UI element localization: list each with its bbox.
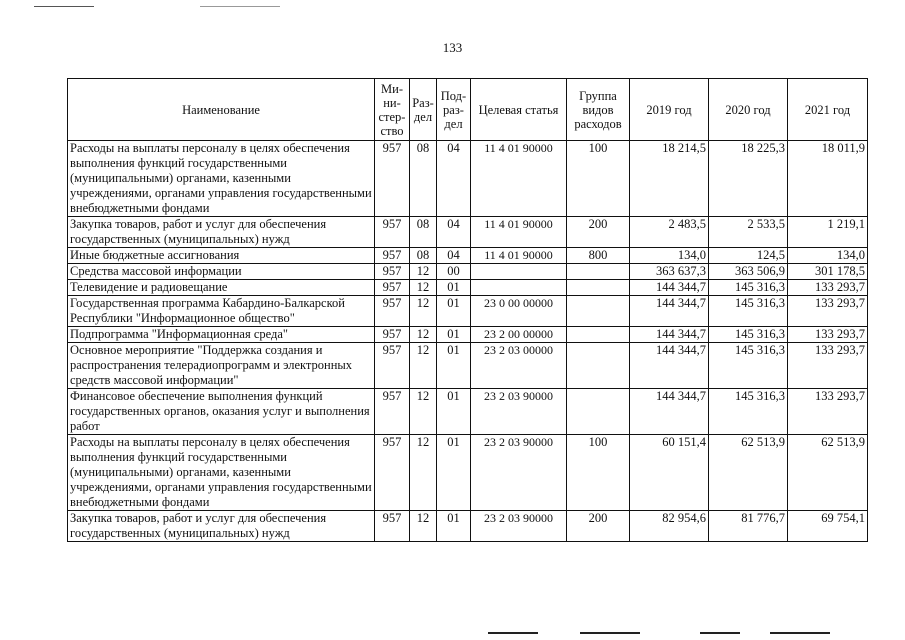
header-ministry: Ми-ни-стер-ство (375, 79, 410, 141)
cell-subsection: 01 (437, 280, 471, 296)
scan-artifact-line (580, 632, 640, 634)
cell-ministry: 957 (375, 389, 410, 435)
cell-2021: 1 219,1 (788, 217, 868, 248)
cell-target: 23 2 03 90000 (471, 435, 567, 511)
table-row (68, 217, 868, 248)
cell-name: Телевидение и радиовещание (68, 280, 375, 296)
cell-group (567, 280, 630, 296)
cell-2021: 134,0 (788, 248, 868, 264)
cell-name: Расходы на выплаты персоналу в целях обеспечения выполнения функций государственными (муниципальными) органами, казенными учреждениями, органами управления государственными внебюджетными фондами (68, 141, 375, 217)
cell-subsection: 00 (437, 264, 471, 280)
cell-2020: 81 776,7 (709, 511, 788, 542)
cell-2021: 62 513,9 (788, 435, 868, 511)
cell-group (567, 343, 630, 389)
cell-ministry: 957 (375, 141, 410, 217)
cell-name: Закупка товаров, работ и услуг для обеспечения государственных (муниципальных) нужд (68, 511, 375, 542)
cell-2021: 133 293,7 (788, 327, 868, 343)
table-row (68, 141, 868, 217)
cell-group: 200 (567, 217, 630, 248)
cell-section: 08 (410, 248, 437, 264)
cell-section: 12 (410, 435, 437, 511)
cell-group (567, 389, 630, 435)
table-row (68, 264, 868, 280)
cell-name: Подпрограмма "Информационная среда" (68, 327, 375, 343)
cell-name: Средства массовой информации (68, 264, 375, 280)
cell-name: Государственная программа Кабардино-Балкарской Республики "Информационное общество" (68, 296, 375, 327)
cell-ministry: 957 (375, 296, 410, 327)
header-name: Наименование (68, 79, 375, 141)
cell-2019: 144 344,7 (630, 296, 709, 327)
header-section: Раз-дел (410, 79, 437, 141)
cell-2019: 144 344,7 (630, 343, 709, 389)
budget-table (67, 78, 868, 542)
table-row (68, 296, 868, 327)
cell-target: 11 4 01 90000 (471, 248, 567, 264)
cell-group (567, 296, 630, 327)
cell-subsection: 01 (437, 327, 471, 343)
cell-2019: 2 483,5 (630, 217, 709, 248)
cell-2019: 144 344,7 (630, 389, 709, 435)
cell-name: Финансовое обеспечение выполнения функций государственных органов, оказания услуг и выполнения работ (68, 389, 375, 435)
cell-2021: 133 293,7 (788, 280, 868, 296)
cell-section: 08 (410, 141, 437, 217)
cell-2019: 60 151,4 (630, 435, 709, 511)
cell-2019: 363 637,3 (630, 264, 709, 280)
table-row (68, 248, 868, 264)
cell-name: Иные бюджетные ассигнования (68, 248, 375, 264)
cell-ministry: 957 (375, 511, 410, 542)
cell-ministry: 957 (375, 343, 410, 389)
cell-group: 100 (567, 141, 630, 217)
scan-artifact-line (488, 632, 538, 634)
cell-ministry: 957 (375, 435, 410, 511)
cell-subsection: 04 (437, 217, 471, 248)
cell-2021: 133 293,7 (788, 296, 868, 327)
page-number: 133 (442, 40, 463, 55)
cell-section: 08 (410, 217, 437, 248)
cell-2021: 18 011,9 (788, 141, 868, 217)
cell-2020: 145 316,3 (709, 389, 788, 435)
cell-section: 12 (410, 296, 437, 327)
cell-target: 23 2 00 00000 (471, 327, 567, 343)
header-2021: 2021 год (788, 79, 868, 141)
cell-group: 100 (567, 435, 630, 511)
cell-2019: 144 344,7 (630, 327, 709, 343)
cell-section: 12 (410, 511, 437, 542)
cell-2020: 145 316,3 (709, 327, 788, 343)
cell-ministry: 957 (375, 327, 410, 343)
header-expense-group: Группа видов расходов (567, 79, 630, 141)
scan-artifact-line (34, 6, 94, 7)
cell-name: Закупка товаров, работ и услуг для обеспечения государственных (муниципальных) нужд (68, 217, 375, 248)
cell-target (471, 280, 567, 296)
cell-section: 12 (410, 327, 437, 343)
table-row (68, 327, 868, 343)
cell-subsection: 01 (437, 343, 471, 389)
cell-section: 12 (410, 343, 437, 389)
table-row (68, 343, 868, 389)
header-row (68, 79, 868, 141)
header-2020: 2020 год (709, 79, 788, 141)
cell-group (567, 327, 630, 343)
scan-artifact-line (700, 632, 740, 634)
cell-target: 23 0 00 00000 (471, 296, 567, 327)
header-subsection: Под-раз-дел (437, 79, 471, 141)
cell-2021: 69 754,1 (788, 511, 868, 542)
header-2019: 2019 год (630, 79, 709, 141)
cell-target (471, 264, 567, 280)
cell-group (567, 264, 630, 280)
cell-subsection: 01 (437, 511, 471, 542)
header-target-article: Целевая статья (471, 79, 567, 141)
cell-ministry: 957 (375, 264, 410, 280)
cell-2020: 18 225,3 (709, 141, 788, 217)
cell-2019: 144 344,7 (630, 280, 709, 296)
scan-artifact-line (200, 6, 280, 7)
cell-ministry: 957 (375, 280, 410, 296)
cell-name: Расходы на выплаты персоналу в целях обеспечения выполнения функций государственными (муниципальными) органами, казенными учреждениями, органами управления государственными внебюджетными фондами (68, 435, 375, 511)
cell-target: 23 2 03 00000 (471, 343, 567, 389)
cell-target: 11 4 01 90000 (471, 141, 567, 217)
cell-subsection: 04 (437, 248, 471, 264)
cell-2020: 124,5 (709, 248, 788, 264)
cell-2020: 62 513,9 (709, 435, 788, 511)
cell-subsection: 01 (437, 389, 471, 435)
cell-ministry: 957 (375, 217, 410, 248)
cell-2020: 145 316,3 (709, 280, 788, 296)
cell-name: Основное мероприятие "Поддержка создания и распространения телерадиопрограмм и электронных средств массовой информации" (68, 343, 375, 389)
cell-target: 23 2 03 90000 (471, 389, 567, 435)
table-row (68, 389, 868, 435)
cell-2019: 18 214,5 (630, 141, 709, 217)
cell-subsection: 01 (437, 435, 471, 511)
table-row (68, 511, 868, 542)
cell-target: 23 2 03 90000 (471, 511, 567, 542)
cell-section: 12 (410, 264, 437, 280)
cell-2021: 133 293,7 (788, 343, 868, 389)
scan-artifact-line (770, 632, 830, 634)
cell-2020: 145 316,3 (709, 343, 788, 389)
cell-2019: 82 954,6 (630, 511, 709, 542)
table-row (68, 280, 868, 296)
cell-subsection: 01 (437, 296, 471, 327)
cell-2020: 363 506,9 (709, 264, 788, 280)
cell-subsection: 04 (437, 141, 471, 217)
cell-2020: 2 533,5 (709, 217, 788, 248)
cell-2021: 301 178,5 (788, 264, 868, 280)
cell-ministry: 957 (375, 248, 410, 264)
cell-group: 200 (567, 511, 630, 542)
table-row (68, 435, 868, 511)
cell-section: 12 (410, 389, 437, 435)
cell-2020: 145 316,3 (709, 296, 788, 327)
cell-section: 12 (410, 280, 437, 296)
cell-group: 800 (567, 248, 630, 264)
cell-target: 11 4 01 90000 (471, 217, 567, 248)
cell-2021: 133 293,7 (788, 389, 868, 435)
cell-2019: 134,0 (630, 248, 709, 264)
